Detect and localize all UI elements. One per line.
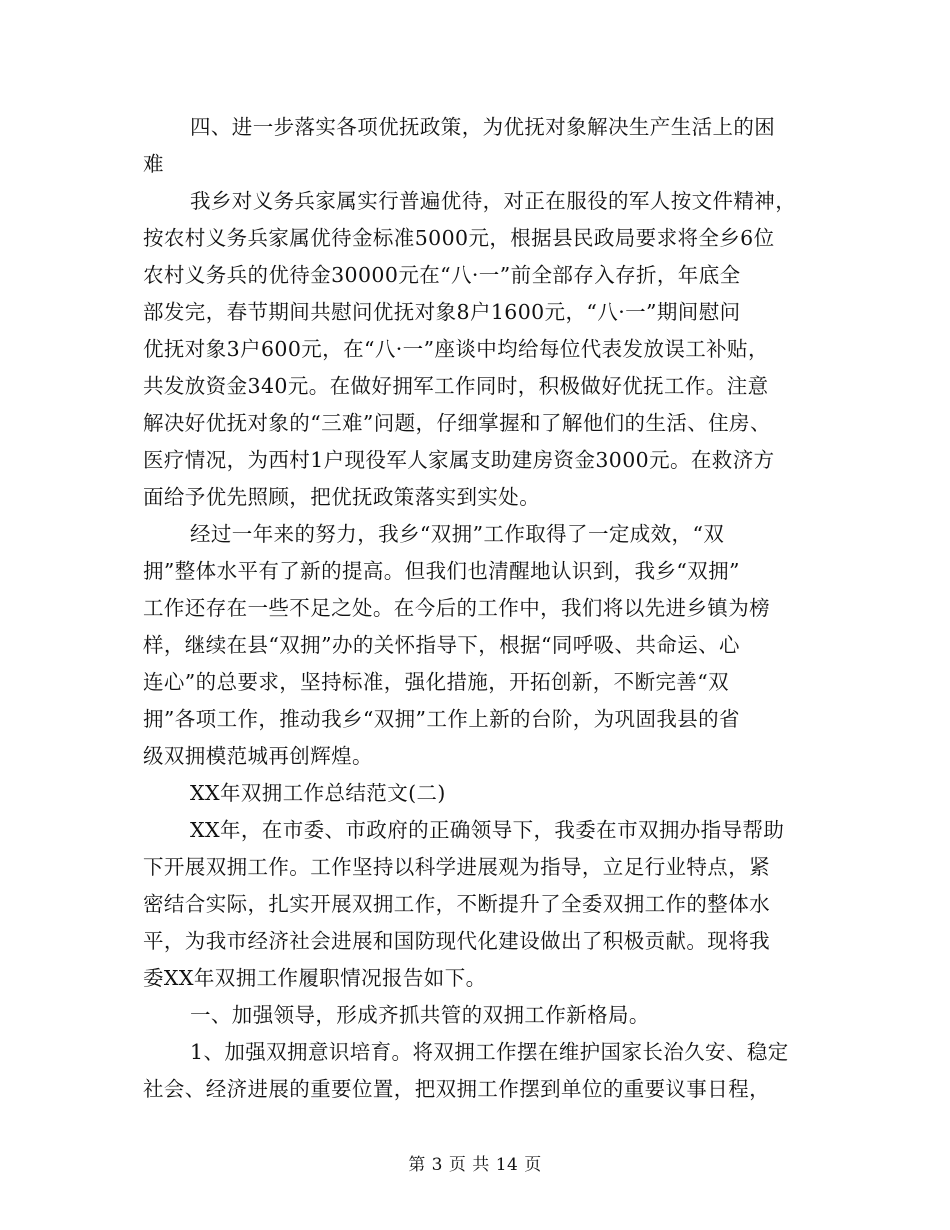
text-line: 拥”各项工作，推动我乡“双拥”工作上新的台阶，为巩固我县的省	[143, 707, 740, 731]
text-line: 解决好优抚对象的“三难”问题，仔细掌握和了解他们的生活、住房、	[143, 411, 771, 435]
text-line: 平，为我市经济社会进展和国防现代化建设做出了积极贡献。现将我	[143, 929, 770, 953]
text-line: 共发放资金340元。在做好拥军工作同时，积极做好优抚工作。注意	[143, 374, 769, 398]
text-line: 面给予优先照顾，把优抚政策落实到实处。	[143, 485, 541, 509]
text-line: 四、进一步落实各项优抚政策，为优抚对象解决生产生活上的困	[190, 115, 776, 139]
text-line: 农村义务兵的优待金30000元在“八·一”前全部存入存折，年底全	[143, 263, 741, 287]
text-line: 经过一年来的努力，我乡“双拥”工作取得了一定成效，“双	[190, 522, 725, 546]
text-line: 连心”的总要求，坚持标准，强化措施，开拓创新，不断完善“双	[143, 670, 730, 694]
text-line: 部发完，春节期间共慰问优抚对象8户1600元，“八·一”期间慰问	[143, 300, 741, 324]
text-line: XX年，在市委、市政府的正确领导下，我委在市双拥办指导帮助	[190, 818, 785, 842]
text-line: 密结合实际，扎实开展双拥工作，不断提升了全委双拥工作的整体水	[143, 892, 770, 916]
text-line: 难	[143, 152, 164, 176]
text-line: 拥”整体水平有了新的提高。但我们也清醒地认识到，我乡“双拥”	[143, 559, 740, 583]
text-line: 工作还存在一些不足之处。在今后的工作中，我们将以先进乡镇为榜	[143, 596, 770, 620]
text-line: 按农村义务兵家属优待金标准5000元，根据县民政局要求将全乡6位	[143, 226, 775, 250]
text-line: 优抚对象3户600元，在“八·一”座谈中均给每位代表发放误工补贴，	[143, 337, 769, 361]
text-line: 下开展双拥工作。工作坚持以科学进展观为指导，立足行业特点，紧	[143, 855, 770, 879]
text-line: 级双拥模范城再创辉煌。	[143, 744, 373, 768]
text-line: 社会、经济进展的重要位置，把双拥工作摆到单位的重要议事日程，	[143, 1077, 770, 1101]
text-line: 一、加强领导，形成齐抓共管的双拥工作新格局。	[190, 1003, 650, 1027]
page-footer: 第 3 页 共 14 页	[408, 1155, 542, 1175]
text-line: 医疗情况，为西村1户现役军人家属支助建房资金3000元。在救济方	[143, 448, 775, 472]
text-line: 1、加强双拥意识培育。将双拥工作摆在维护国家长治久安、稳定	[190, 1040, 789, 1064]
section-heading: XX年双拥工作总结范文(二)	[190, 781, 446, 805]
text-line: 样，继续在县“双拥”办的关怀指导下，根据“同呼吸、共命运、心	[143, 633, 740, 657]
text-line: 委XX年双拥工作履职情况报告如下。	[143, 966, 487, 990]
text-line: 我乡对义务兵家属实行普遍优待，对正在服役的军人按文件精神，	[190, 189, 797, 213]
